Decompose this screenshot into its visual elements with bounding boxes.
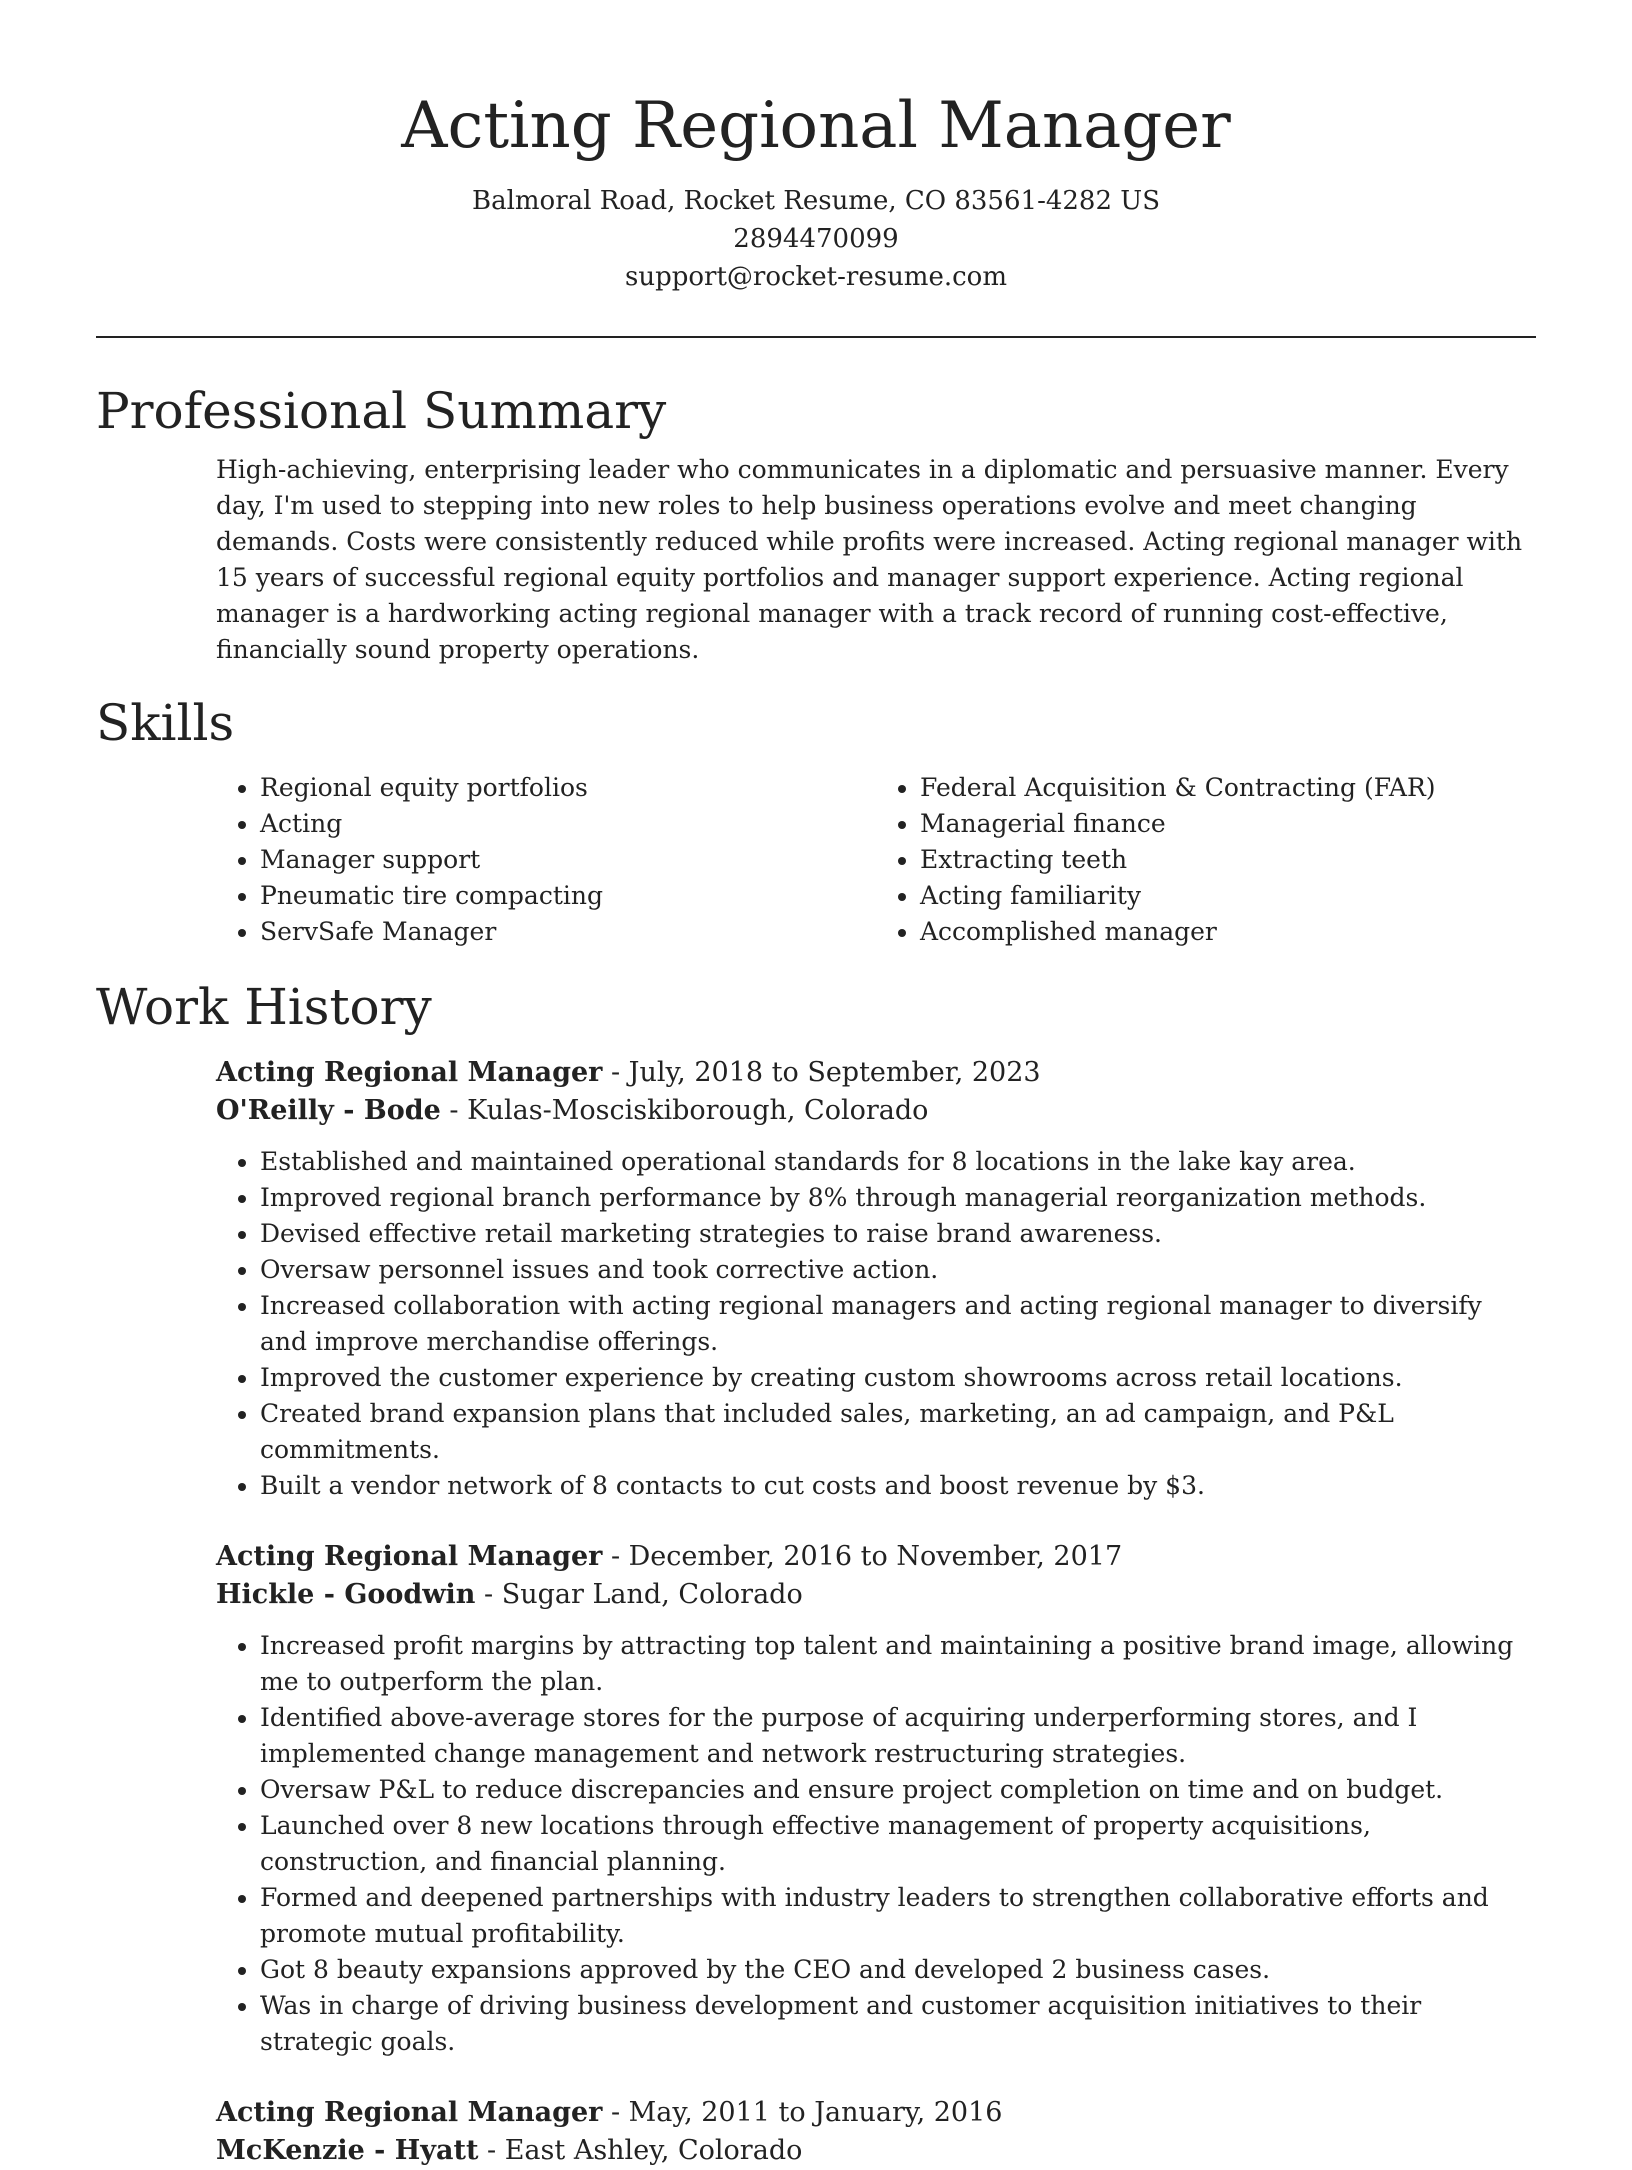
work-history-title: Work History — [96, 978, 432, 1036]
separator: - — [602, 2097, 629, 2128]
job-dates: December, 2016 to November, 2017 — [628, 1541, 1123, 1572]
job-dates: May, 2011 to January, 2016 — [628, 2097, 1003, 2128]
resume-page — [96, 0, 1536, 2170]
skills-section — [96, 692, 1536, 950]
separator: - — [602, 1057, 629, 1088]
job-bullet: • Formed and deepened partnerships with industry leaders to strengthen collaborative efforts and promote mutual profitability. — [260, 1880, 1536, 1952]
skill-item: • Extracting teeth — [920, 842, 1536, 878]
job-bullet: • Improved regional branch performance by 8% through managerial reorganization methods. — [260, 1180, 1536, 1216]
job-bullet: • Oversaw P&L to reduce discrepancies and ensure project completion on time and on budget. — [260, 1772, 1536, 1808]
skills-column-right — [876, 770, 1536, 950]
job-location: East Ashley, Colorado — [504, 2135, 803, 2166]
job-bullet: • Built a vendor network of 8 contacts to cut costs and boost revenue by $3. — [260, 1468, 1536, 1504]
job-bullets — [216, 1628, 1536, 2060]
job-company: Hickle - Goodwin — [216, 1579, 476, 1610]
job-bullet: • Improved the customer experience by creating custom showrooms across retail locations. — [260, 1360, 1536, 1396]
separator: - — [478, 2135, 505, 2166]
resume-header — [96, 0, 1536, 338]
job-company-line — [216, 2132, 1536, 2170]
work-history-section — [96, 976, 1536, 2170]
job-bullet: • Increased collaboration with acting regional managers and acting regional manager to diversify and improve merchandise offerings. — [260, 1288, 1536, 1360]
skills-grid — [216, 770, 1536, 950]
skill-item: • Managerial finance — [920, 806, 1536, 842]
job-title: Acting Regional Manager — [216, 1057, 603, 1088]
job-title: Acting Regional Manager — [216, 2097, 603, 2128]
job-entry — [216, 2094, 1536, 2170]
job-dates: July, 2018 to September, 2023 — [628, 1057, 1041, 1088]
summary-section — [96, 380, 1536, 668]
job-title-line — [216, 1538, 1536, 1576]
header-divider — [96, 336, 1536, 338]
contact-address: Balmoral Road, Rocket Resume, CO 83561-4282 US — [471, 186, 1161, 216]
job-bullet: • Established and maintained operational standards for 8 locations in the lake kay area. — [260, 1144, 1536, 1180]
job-title: Acting Regional Manager — [216, 1541, 603, 1572]
job-company: McKenzie - Hyatt — [216, 2135, 479, 2166]
summary-title: Professional Summary — [96, 382, 667, 440]
job-title-line — [216, 1054, 1536, 1092]
skill-item: • Manager support — [260, 842, 876, 878]
job-bullet: • Identified above-average stores for the purpose of acquiring underperforming stores, and I implemented change management and network restructuring strategies. — [260, 1700, 1536, 1772]
job-company: O'Reilly - Bode — [216, 1095, 441, 1126]
job-bullet: • Got 8 beauty expansions approved by the CEO and developed 2 business cases. — [260, 1952, 1536, 1988]
skill-item: • Regional equity portfolios — [260, 770, 876, 806]
contact-phone: 2894470099 — [733, 224, 899, 254]
job-location: Sugar Land, Colorado — [501, 1579, 803, 1610]
job-company-line — [216, 1092, 1536, 1130]
job-bullet: • Oversaw personnel issues and took corrective action. — [260, 1252, 1536, 1288]
job-entry — [216, 1054, 1536, 1504]
job-bullet: • Increased profit margins by attracting top talent and maintaining a positive brand image, allowing me to outperform the plan. — [260, 1628, 1536, 1700]
candidate-name: Acting Regional Manager — [401, 89, 1231, 163]
skills-column-left — [216, 770, 876, 950]
skill-item: • ServSafe Manager — [260, 914, 876, 950]
contact-block — [96, 182, 1536, 296]
job-bullet: • Created brand expansion plans that included sales, marketing, an ad campaign, and P&L commitments. — [260, 1396, 1536, 1468]
job-bullets — [216, 1144, 1536, 1504]
skill-item: • Accomplished manager — [920, 914, 1536, 950]
skill-item: • Pneumatic tire compacting — [260, 878, 876, 914]
jobs-list — [216, 1054, 1536, 2170]
separator: - — [475, 1579, 502, 1610]
job-bullet: • Was in charge of driving business development and customer acquisition initiatives to their strategic goals. — [260, 1988, 1536, 2060]
job-bullet: • Launched over 8 new locations through effective management of property acquisitions, construction, and financial planning. — [260, 1808, 1536, 1880]
separator: - — [602, 1541, 629, 1572]
job-entry — [216, 1538, 1536, 2060]
contact-email: support@rocket-resume.com — [624, 262, 1007, 292]
job-title-line — [216, 2094, 1536, 2132]
job-bullet: • Devised effective retail marketing strategies to raise brand awareness. — [260, 1216, 1536, 1252]
skills-title: Skills — [96, 694, 235, 752]
skill-item: • Federal Acquisition & Contracting (FAR) — [920, 770, 1536, 806]
job-location: Kulas-Mosciskiborough, Colorado — [467, 1095, 929, 1126]
skill-item: • Acting familiarity — [920, 878, 1536, 914]
separator: - — [440, 1095, 468, 1126]
job-company-line — [216, 1576, 1536, 1614]
summary-text: High-achieving, enterprising leader who communicates in a diplomatic and persuasive manner. Every day, I'm used to stepping into new roles to help business operations evolve and meet changing demands. Costs were consistently reduced while profits were increased. Acting regional manager with 15 years of successful regional equity portfolios and manager support experience. Acting regional manager is a hardworking acting regional manager with a track record of running cost-effective, financially sound property operations. — [216, 455, 1523, 664]
skill-item: • Acting — [260, 806, 876, 842]
